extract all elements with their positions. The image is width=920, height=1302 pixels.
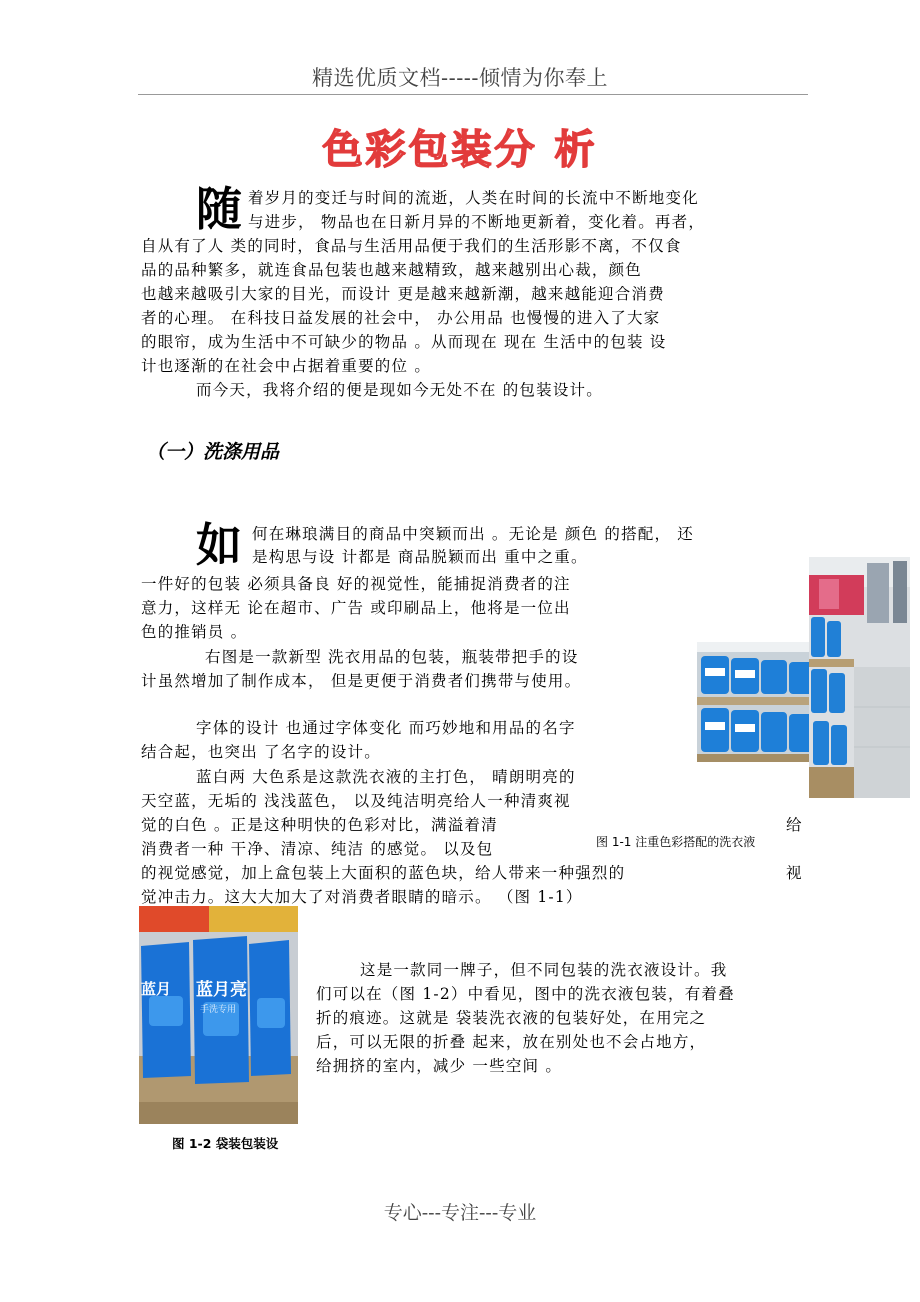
para2-line: 给拥挤的室内，减少 一些空间 。 bbox=[316, 1057, 563, 1075]
section-line: 右图是一款新型 洗衣用品的包装，瓶装带把手的设 bbox=[205, 648, 579, 666]
intro-line: 者的心理。 在科技日益发展的社会中， 办公用品 也慢慢的进入了大家 bbox=[141, 309, 661, 327]
section-line: 结合起，也突出 了名字的设计。 bbox=[141, 743, 381, 761]
figure2-sub-text: 手洗专用 bbox=[200, 1005, 237, 1015]
intro-dropcap: 随 bbox=[196, 182, 242, 236]
header-rule bbox=[138, 94, 808, 95]
section-line: 何在琳琅满目的商品中突颖而出 。无论是 颜色 的搭配， 还 bbox=[252, 525, 695, 543]
section-line: 的视觉感觉，加上盒包装上大面积的蓝色块，给人带来一种强烈的 bbox=[141, 864, 626, 882]
section-line: 色的推销员 。 bbox=[141, 623, 248, 641]
page-footer: 专心---专注---专业 bbox=[383, 1202, 537, 1224]
para2-line: 们可以在（图 1-2）中看见，图中的洗衣液包装，有着叠 bbox=[316, 985, 735, 1003]
figure1-photo-right bbox=[809, 557, 910, 798]
figure1-caption: 图 1-1 注重色彩搭配的洗衣液 bbox=[596, 835, 756, 849]
section-line: 是构思与设 计都是 商品脱颖而出 重中之重。 bbox=[252, 548, 588, 566]
intro-line: 计也逐渐的在社会中占据着重要的位 。 bbox=[141, 357, 432, 375]
para2-line: 折的痕迹。这就是 袋装洗衣液的包装好处，在用完之 bbox=[316, 1009, 707, 1027]
page-header: 精选优质文档-----倾情为你奉上 bbox=[312, 66, 608, 90]
figure2-caption: 图 1-2 袋装包装设 bbox=[172, 1136, 279, 1151]
figure2-photo bbox=[139, 906, 298, 1124]
section-line: 一件好的包装 必须具备良 好的视觉性，能捕捉消费者的注 bbox=[141, 575, 571, 593]
section-line: 意力，这样无 论在超市、广告 或印刷品上，他将是一位出 bbox=[141, 599, 571, 617]
section-line: 计虽然增加了制作成本， 但是更便于消费者们携带与使用。 bbox=[141, 672, 582, 690]
para2-line: 后，可以无限的折叠 起来，放在别处也不会占地方， bbox=[316, 1033, 707, 1051]
section-line: 蓝白两 大色系是这款洗衣液的主打色， 晴朗明亮的 bbox=[196, 768, 576, 786]
intro-line: 与进步， 物品也在日新月异的不断地更新着，变化着。再者， bbox=[248, 213, 706, 231]
section-line: 觉冲击力。这大大加大了对消费者眼睛的暗示。 （图 1-1） bbox=[141, 888, 583, 906]
intro-line: 品的品种繁多，就连食品包装也越来越精致，越来越别出心裁，颜色 bbox=[141, 261, 643, 279]
section-line: 视 bbox=[786, 864, 803, 882]
intro-line: 自从有了人 类的同时，食品与生活用品便于我们的生活形影不离，不仅食 bbox=[141, 237, 682, 255]
intro-line: 而今天，我将介绍的便是现如今无处不在 的包装设计。 bbox=[196, 381, 603, 399]
section-dropcap: 如 bbox=[196, 518, 242, 572]
figure2-brand-text: 蓝月亮 bbox=[196, 980, 247, 1000]
intro-line: 也越来越吸引大家的目光，而设计 更是越来越新潮，越来越能迎合消费 bbox=[141, 285, 665, 303]
section-line: 天空蓝，无垢的 浅浅蓝色， 以及纯洁明亮给人一种清爽视 bbox=[141, 792, 571, 810]
section-line: 觉的白色 。正是这种明快的色彩对比，满溢着清 bbox=[141, 816, 498, 834]
figure2-brand-text-left: 蓝月 bbox=[141, 980, 172, 998]
document-title: 色彩包装分 析 bbox=[322, 127, 598, 173]
intro-line: 的眼帘，成为生活中不可缺少的物品 。从而现在 现在 生活中的包装 设 bbox=[141, 333, 667, 351]
section-heading: （一）洗涤用品 bbox=[146, 441, 280, 463]
para2-line: 这是一款同一牌子，但不同包装的洗衣液设计。我 bbox=[360, 961, 728, 979]
intro-line: 着岁月的变迁与时间的流逝，人类在时间的长流中不断地变化 bbox=[248, 189, 699, 207]
section-line: 给 bbox=[786, 816, 803, 834]
figure1-photo-left bbox=[697, 642, 822, 762]
section-line: 消费者一种 干净、清凉、纯洁 的感觉。 以及包 bbox=[141, 840, 494, 858]
section-line: 字体的设计 也通过字体变化 而巧妙地和用品的名字 bbox=[196, 719, 576, 737]
